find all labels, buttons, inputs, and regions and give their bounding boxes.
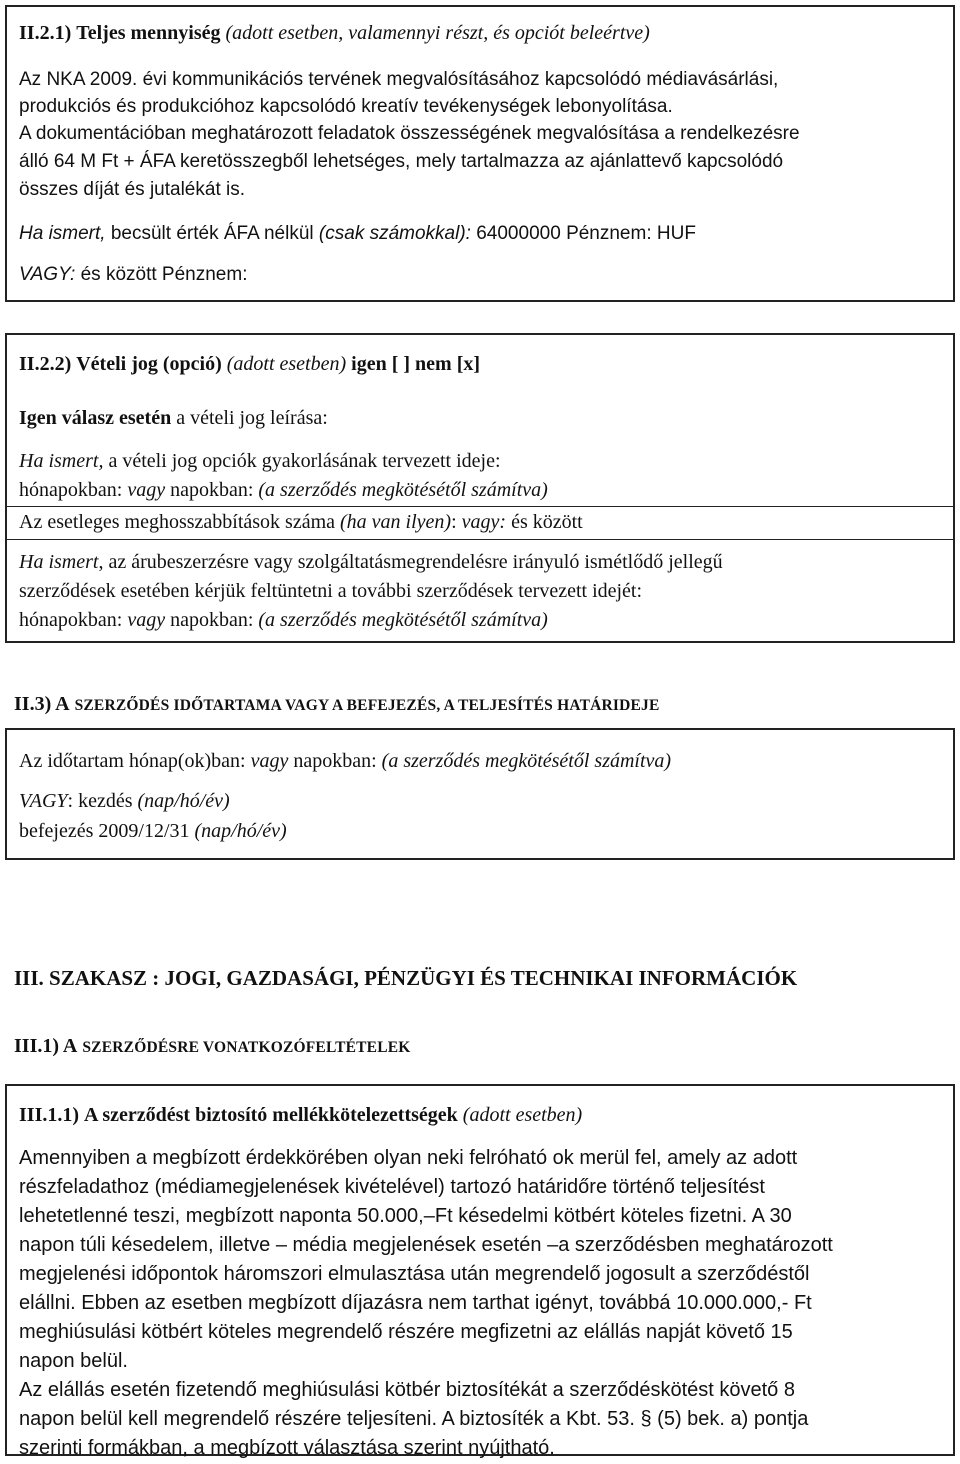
description-line: összes díját és jutalékát is.	[19, 179, 245, 200]
paragraph-line: meghiúsulási kötbért köteles megrendelő részére megfizetni az elállás napját követő 15	[19, 1321, 793, 1343]
option-description-label: Igen válasz esetén a vételi jog leírása:	[19, 407, 328, 429]
currency: Pénznem: HUF	[566, 223, 696, 244]
end-date-line: befejezés 2009/12/31 (nap/hó/év)	[19, 820, 287, 842]
section-ii-2-2-box	[5, 333, 955, 643]
paragraph-line: lehetetlenné teszi, megbízott naponta 50.000,–Ft késedelmi kötbért köteles fizetni. A 30	[19, 1205, 792, 1227]
obligations-paragraph	[19, 1144, 945, 1463]
months-days-line: hónapokban: vagy napokban: (a szerződés megkötésétől számítva)	[19, 609, 548, 631]
option-timing-line: Ha ismert, a vételi jog opciók gyakorlásának tervezett ideje:	[19, 450, 501, 472]
divider	[7, 506, 953, 507]
range-line: VAGY: és között Pénznem:	[19, 264, 248, 285]
duration-line: Az időtartam hónap(ok)ban: vagy napokban: (a szerződés megkötésétől számítva)	[19, 750, 672, 772]
duration-box	[5, 728, 955, 860]
paragraph-line: részfeladathoz (médiamegjelenések kivételével) tartozó határidőre történő teljesítést	[19, 1176, 765, 1198]
section-ii-2-1-box	[5, 5, 955, 302]
paragraph-line: Az elállás esetén fizetendő meghiúsulási kötbér biztosítékát a szerződéskötést követő 8	[19, 1379, 795, 1401]
section-iii-heading: III. SZAKASZ : JOGI, GAZDASÁGI, PÉNZÜGYI ÉS TECHNIKAI INFORMÁCIÓK	[14, 966, 798, 990]
paragraph-line: szerinti formákban, a megbízott választása szerint nyújtható.	[19, 1437, 555, 1459]
divider	[7, 539, 953, 540]
paragraph-line: napon belül kell megrendelő részére teljesíteni. A biztosíték a Kbt. 53. § (5) bek. a) pontja	[19, 1408, 809, 1430]
recurring-contracts-line: szerződések esetében kérjük feltüntetni a további szerződések tervezett idejét:	[19, 580, 643, 602]
estimated-value: 64000000	[476, 223, 561, 244]
paragraph-line: napon túli késedelem, illetve – média megjelenések esetén –a szerződésben meghatározott	[19, 1234, 833, 1256]
description-line: álló 64 M Ft + ÁFA keretösszegből lehetséges, mely tartalmazza az ajánlattevő kapcsolódó	[19, 151, 784, 172]
section-iii-1-heading: III.1) A SZERZŐDÉSRE VONATKOZÓFELTÉTELEK	[14, 1035, 411, 1057]
start-date-line: VAGY: kezdés (nap/hó/év)	[19, 790, 230, 812]
paragraph-line: elállni. Ebben az esetben megbízott díjazásra nem tarthat igényt, továbbá 10.000.000,- Ft	[19, 1292, 812, 1314]
paragraph-line: Amennyiben a megbízott érdekkörében olyan neki felróható ok merül fel, amely az adott	[19, 1147, 798, 1169]
section-ii-3-heading: II.3) A SZERZŐDÉS IDŐTARTAMA VAGY A BEFEJEZÉS, A TELJESÍTÉS HATÁRIDEJE	[14, 693, 660, 715]
section-ii-2-1-title: II.2.1) Teljes mennyiség (adott esetben, valamennyi részt, és opciót beleértve)	[19, 22, 650, 44]
extensions-line: Az esetleges meghosszabbítások száma (ha van ilyen): vagy: és között	[19, 511, 583, 533]
paragraph-line: napon belül.	[19, 1350, 128, 1372]
months-days-line: hónapokban: vagy napokban: (a szerződés megkötésétől számítva)	[19, 479, 548, 501]
estimated-value-line: Ha ismert, becsült érték ÁFA nélkül (csak számokkal): 64000000 Pénznem: HUF	[19, 223, 696, 244]
section-iii-1-1-title: III.1.1) A szerződést biztosító mellékkötelezettségek (adott esetben)	[19, 1104, 583, 1126]
section-ii-2-2-title: II.2.2) Vételi jog (opció) (adott esetben) igen [ ] nem [x]	[19, 353, 481, 375]
description-line: produkciós és produkcióhoz kapcsolódó kreatív tevékenységek lebonyolítása.	[19, 96, 673, 117]
description-line: Az NKA 2009. évi kommunikációs tervének megvalósításához kapcsolódó médiavásárlási,	[19, 69, 779, 90]
section-iii-1-1-box	[5, 1084, 955, 1459]
description-line: A dokumentációban meghatározott feladatok összességének megvalósítása a rendelkezésre	[19, 123, 800, 144]
recurring-contracts-line: Ha ismert, az árubeszerzésre vagy szolgáltatásmegrendelésre irányuló ismétlődő jellegű	[19, 551, 723, 573]
paragraph-line: megjelenési időpontok háromszori elmulasztása után megrendelő jogosult a szerződéstől	[19, 1263, 810, 1285]
